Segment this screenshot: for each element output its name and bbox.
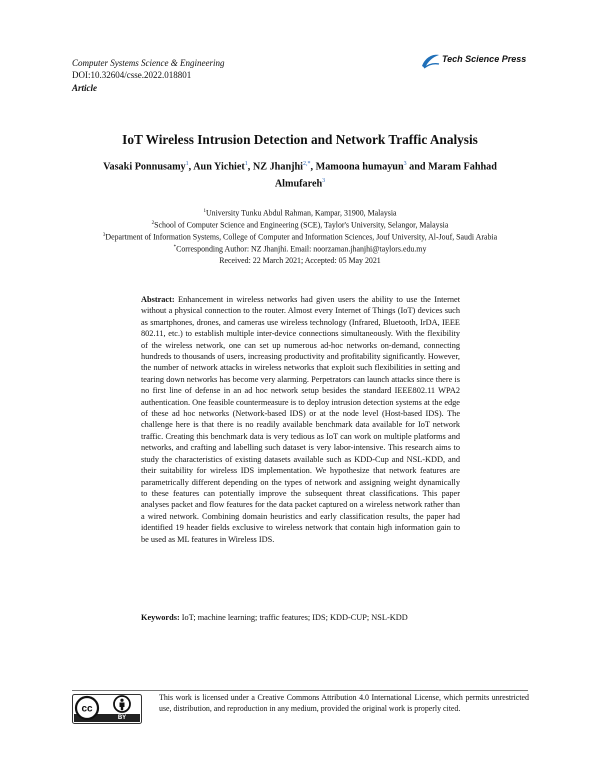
affil-mark: * [173,245,177,251]
dates: Received: 22 March 2021; Accepted: 05 May 2021 [219,255,381,265]
journal-name: Computer Systems Science & Engineering [72,58,225,68]
affiliation [40,231,560,243]
corresponding-author [40,243,560,255]
affiliations [40,207,560,266]
license-divider [72,690,528,691]
author-affil-mark: 1 [185,161,189,167]
keywords-label: Keywords: [141,613,180,622]
abstract-text: Enhancement in wireless networks had given users the ability to use the Internet without a physical connection to the router. Almost every Internet of Things (IoT) devices such as smartphones, drones, and cameras use wireless technology (Infrared, Bluetooth, IrDA, IEEE 802.11, etc.) to establish multiple inter-device connections simultaneously. With the flexibility of the wireless network, one can set up numerous ad-hoc networks on-demand, connecting hundreds to thousands of users, increasing productivity and profitability significantly. However, the number of network attacks in wireless networks that exploit such flexibilities in setting and tearing down networks has become very alarming. Perpetrators can launch attacks since there is no first line of defense in an ad hoc network setup besides the standard IEEE802.11 WPA2 authentication. One feasible countermeasure is to deploy intrusion detection systems at the edge of these ad hoc networks (Network-based IDS) or at the node level (Host-based IDS). The challenge here is that there is no readily available benchmark data available for IoT network traffic. Creating this benchmark data is very tedious as IoT can work on multiple platforms and networks, and crafting and labelling such dataset is very labor-intensive. This research aims to study the characteristics of existing datasets available such as KDD-Cup and NSL-KDD, and their suitability for wireless IDS implementation. We hypothesize that network features are parametrically different depending on the types of network and assigning weight dynamically to these features can potentially improve the subsequent threat classifications. This paper analyses packet and flow features for the data packet captured on a wireless network rather than a wired network. Combining domain heuristics and early classification results, the paper had identified 19 header fields exclusive to wireless network that contain high information gain to be used as ML features in Wireless IDS. [141,295,460,544]
cc-by-badge [72,694,142,724]
keywords-text: IoT; machine learning; traffic features; IDS; KDD-CUP; NSL-KDD [181,613,408,622]
author: Maram Fahhad Almufareh [274,161,497,190]
publisher-swoosh-icon [420,52,440,70]
affil-text: Corresponding Author: NZ Jhanjhi. Email: noorzaman.jhanjhi@taylors.edu.my [176,245,427,254]
author-separator: and [406,161,429,173]
author: Vasaki Ponnusamy [103,161,186,173]
publisher-logo [420,52,542,70]
license-text: This work is licensed under a Creative Commons Attribution 4.0 International License, which permits unrestricted use, distribution, and reproduction in any medium, provided the original work is properly cited. [159,693,529,713]
author-affil-mark: 2,* [303,161,311,167]
affil-mark: 2 [151,221,155,227]
affil-text: School of Computer Science and Engineering (SCE), Taylor's University, Selangor, Malaysia [154,220,449,230]
affil-mark: 1 [203,209,206,214]
paper-title: IoT Wireless Intrusion Detection and Network Traffic Analysis [122,132,478,147]
doi: DOI:10.32604/csse.2022.018801 [72,70,192,80]
author: NZ Jhanjhi [252,161,303,173]
abstract [141,294,460,545]
affil-text: University Tunku Abdul Rahman, Kampar, 31900, Malaysia [205,208,397,218]
publisher-name: Tech Science Press [442,54,527,64]
affiliation [40,207,560,219]
affil-mark: 3 [102,233,106,239]
keywords [141,612,460,623]
author-affil-mark: 3 [403,161,407,167]
svg-text:cc: cc [81,703,93,715]
affil-text: Department of Information Systems, College of Computer and Information Sciences, Jouf University, Al-Jouf, Saudi Arabia [105,232,498,242]
affiliation [40,219,560,231]
abstract-label: Abstract: [141,295,175,304]
cc-by-label: BY [117,715,127,721]
author-affil-mark: 1 [244,161,248,167]
author-separator: , [247,161,253,173]
author: Aun Yichiet [193,161,245,173]
author-separator: , [310,161,316,173]
author: Mamoona humayun [315,161,404,173]
author-affil-mark: 3 [322,178,326,185]
author-separator: , [188,161,194,173]
author-list [92,157,508,192]
article-type: Article [72,83,97,93]
